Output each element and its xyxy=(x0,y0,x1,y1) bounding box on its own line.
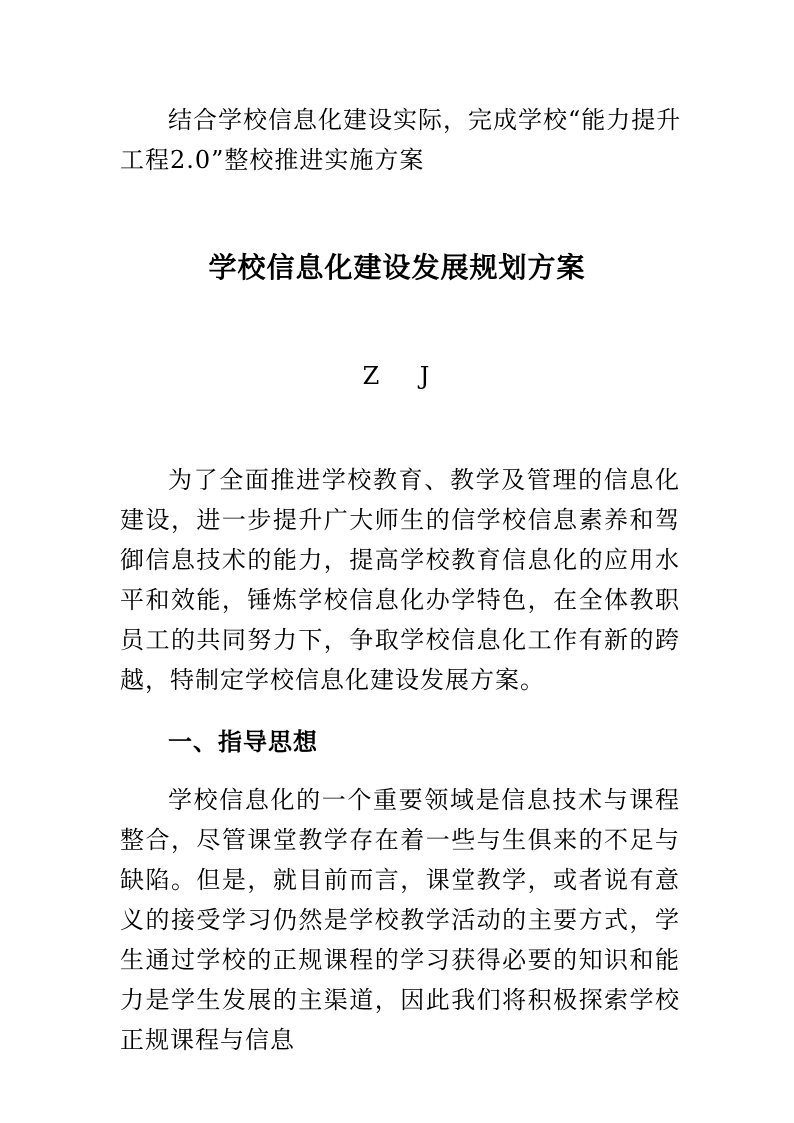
section-heading: 一、指导思想 xyxy=(168,728,318,756)
body-paragraph: 学校信息化的一个重要领域是信息技术与课程整合，尽管课堂教学存在着一些与生俱来的不足与缺陷。但是，就目前而言，课堂教学，或者说有意义的接受学习仍然是学校教学活动的主要方式，学生通过学校的正规课程的学习获得必要的知识和能力是学生发展的主渠道，因此我们将积极探索学校正规课程与信息 xyxy=(120,786,680,1054)
body-paragraph: 为了全面推进学校教育、教学及管理的信息化建设，进一步提升广大师生的信学校信息素养和驾御信息技术的能力，提高学校教育信息化的应用水平和效能，锤炼学校信息化办学特色，在全体教职员工的共同努力下，争取学校信息化工作有新的跨越，特制定学校信息化建设发展方案。 xyxy=(120,466,680,694)
intro-text: 结合学校信息化建设实际，完成学校“能力提升工程2.0”整校推进实施方案 xyxy=(120,106,682,174)
document-title: 学校信息化建设发展规划方案 xyxy=(208,251,586,284)
author-line: Z J xyxy=(362,362,432,390)
